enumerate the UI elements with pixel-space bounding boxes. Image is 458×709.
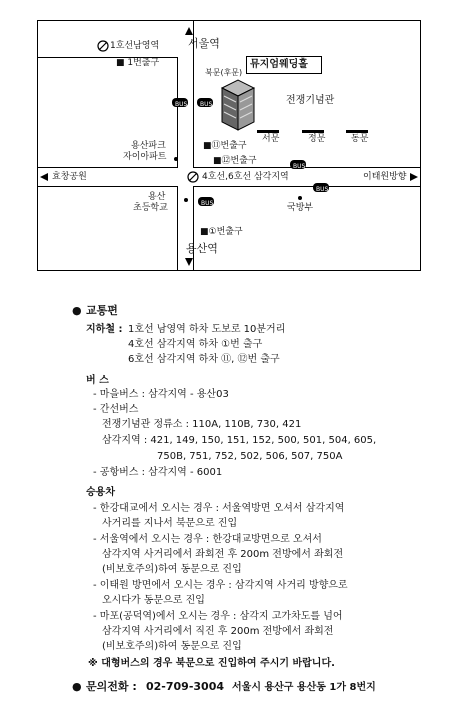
main-gate-bar [302,130,324,133]
north-gate-label: 북문(후문) [205,68,243,77]
exit-11-label: ■⑪번출구 [203,141,247,151]
subway-label: 지하철 : [86,324,123,335]
building-icon [222,80,254,130]
car-line-2: 사거리를 지나서 북문으로 진입 [102,518,238,529]
airport-bus: - 공항버스 : 삼각지역 - 6001 [93,467,223,478]
exit-12-label: ■⑫번출구 [213,156,257,166]
car-line-6: - 이태원 방면에서 오시는 경우 : 삼각지역 사거리 방향으로 [93,580,348,591]
bullet-icon: ● [72,680,82,693]
yongsan-station-label: 용산역 [186,242,218,255]
car-line-5: (비보호주의)하여 동문으로 진입 [102,564,242,575]
mnd-label: 국방부 [287,203,314,213]
west-gate-label: 서문 [262,134,280,144]
bus-stop-label-1: BUS [175,101,188,108]
war-memorial-label: 전쟁기념관 [286,95,335,106]
bus-label: 버 스 [86,375,109,386]
car-line-9: 삼각지역 사거리에서 직진 후 200m 전방에서 좌회전 [102,626,334,637]
location-map [0,0,458,290]
exit-1-bottom-label: ■①번출구 [200,227,243,237]
village-bus: - 마을버스 : 삼각지역 - 용산03 [93,389,229,400]
car-label: 승용차 [86,487,115,498]
school-label-1: 용산 [148,192,166,202]
contact-label: 문의전화 : [86,680,137,693]
yongsan-park-label-2: 자이아파트 [123,152,167,162]
museum-wedding-hall-label: 뮤지엄웨딩홀 [250,59,308,70]
transport-heading: 교통편 [86,304,118,317]
seoul-station-label: 서울역 [188,37,220,50]
trunk-bus-samgakji-1: 삼각지역 : 421, 149, 150, 151, 152, 500, 501, 504, 605, [102,435,377,446]
car-line-1: - 한강대교에서 오시는 경우 : 서울역방면 오셔서 삼각지역 [93,503,345,514]
trunk-bus-label: - 간선버스 [93,404,139,415]
hyochang-direction-label: 효창공원 [52,172,87,182]
yongsan-park-label-1: 용산파크 [131,141,166,151]
car-line-4: 삼각지역 사거리에서 좌회전 후 200m 전방에서 좌회전 [102,549,344,560]
east-gate-bar [346,130,368,133]
west-gate-bar [257,130,279,133]
contact-address: 서울시 용산구 용산동 1가 8번지 [232,682,376,693]
trunk-bus-memorial: 전쟁기념관 정류소 : 110A, 110B, 730, 421 [102,419,302,430]
main-gate-label: 정문 [308,134,326,144]
bullet-icon: ● [72,304,82,317]
trunk-bus-samgakji-2: 750B, 751, 752, 502, 506, 507, 750A [157,451,343,462]
school-label-2: 초등학교 [133,203,168,213]
subway-line-3: 6호선 삼각지역 하차 ⑪, ⑫번 출구 [128,354,280,365]
large-bus-note: ※ 대형버스의 경우 북문으로 진입하여 주시기 바랍니다. [88,658,335,669]
namyeong-station-label: 1호선남영역 [110,41,160,51]
bus-stop-label-5: BUS [201,200,214,207]
east-gate-label: 동문 [351,134,369,144]
bus-stop-label-4: BUS [316,186,329,193]
car-line-7: 오시다가 동문으로 진입 [102,595,205,606]
subway-line-2: 4호선 삼각지역 하차 ①번 출구 [128,339,263,350]
itaewon-direction-label: 이태원방향 [363,172,407,182]
samgakji-station-label: 4호선,6호선 삼각지역 [202,172,289,182]
car-line-3: - 서울역에서 오시는 경우 : 한강대교방면으로 오셔서 [93,534,322,545]
exit-1-top-label: ■ 1번출구 [116,58,160,68]
bus-stop-label-2: BUS [200,101,213,108]
bus-stop-label-3: BUS [293,163,306,170]
contact-phone: 02-709-3004 [146,680,225,693]
subway-line-1: 1호선 남영역 하차 도보로 10분거리 [128,324,286,335]
car-line-8: - 마포(공덕역)에서 오시는 경우 : 삼각지 고가차도를 넘어 [93,611,343,622]
car-line-10: (비보호주의)하여 동문으로 진입 [102,641,242,652]
